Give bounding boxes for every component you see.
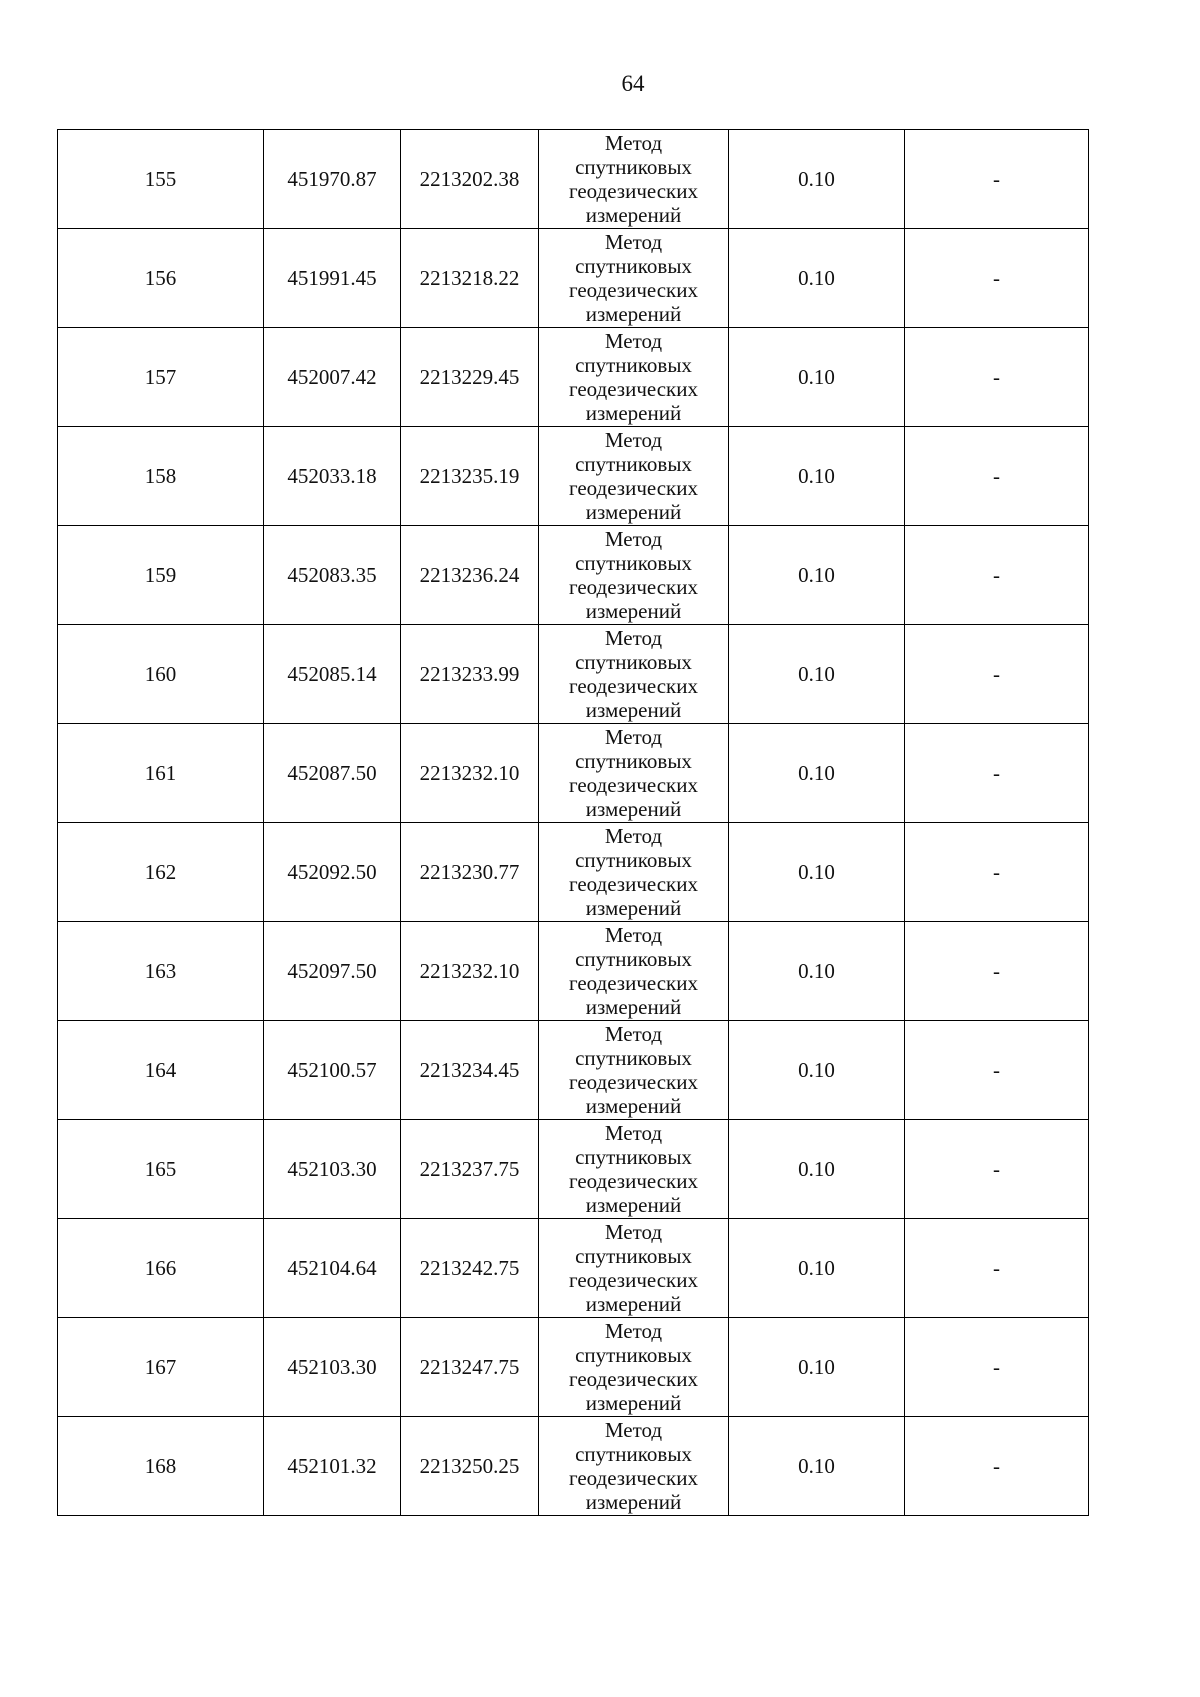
y-coordinate-text: 2213242.75 — [419, 1256, 520, 1280]
table-row — [58, 130, 1089, 229]
point-number-cell — [58, 625, 264, 724]
accuracy-text: 0.10 — [798, 1454, 835, 1478]
y-coordinate-cell — [401, 1417, 539, 1516]
table-row — [58, 625, 1089, 724]
method-cell — [539, 229, 729, 328]
point-number-text: 163 — [144, 959, 177, 983]
accuracy-cell — [729, 823, 905, 922]
accuracy-cell — [729, 427, 905, 526]
method-text: Метод спутниковых геодезических измерений — [568, 1220, 698, 1316]
y-coordinate-cell — [401, 229, 539, 328]
accuracy-text: 0.10 — [798, 860, 835, 884]
accuracy-cell — [729, 526, 905, 625]
point-number-text: 156 — [144, 266, 177, 290]
note-cell — [905, 229, 1089, 328]
y-coordinate-text: 2213230.77 — [419, 860, 520, 884]
point-number-text: 167 — [144, 1355, 177, 1379]
method-cell — [539, 130, 729, 229]
y-coordinate-text: 2213202.38 — [419, 167, 520, 191]
method-text: Метод спутниковых геодезических измерений — [568, 725, 698, 821]
accuracy-text: 0.10 — [798, 563, 835, 587]
accuracy-cell — [729, 1318, 905, 1417]
point-number-cell — [58, 724, 264, 823]
x-coordinate-cell — [264, 229, 401, 328]
accuracy-cell — [729, 1120, 905, 1219]
accuracy-text: 0.10 — [798, 662, 835, 686]
method-cell — [539, 1318, 729, 1417]
note-text: - — [993, 266, 1000, 290]
point-number-cell — [58, 130, 264, 229]
x-coordinate-cell — [264, 724, 401, 823]
table-row — [58, 328, 1089, 427]
x-coordinate-text: 452104.64 — [287, 1256, 377, 1280]
accuracy-cell — [729, 1417, 905, 1516]
note-cell — [905, 823, 1089, 922]
point-number-cell — [58, 1318, 264, 1417]
method-cell — [539, 1021, 729, 1120]
accuracy-cell — [729, 229, 905, 328]
method-cell — [539, 1120, 729, 1219]
accuracy-cell — [729, 130, 905, 229]
method-text: Метод спутниковых геодезических измерений — [568, 626, 698, 722]
y-coordinate-cell — [401, 1021, 539, 1120]
accuracy-cell — [729, 1219, 905, 1318]
y-coordinate-text: 2213237.75 — [419, 1157, 520, 1181]
point-number-cell — [58, 922, 264, 1021]
table-row — [58, 922, 1089, 1021]
y-coordinate-text: 2213250.25 — [419, 1454, 520, 1478]
x-coordinate-cell — [264, 922, 401, 1021]
note-cell — [905, 130, 1089, 229]
method-cell — [539, 328, 729, 427]
note-cell — [905, 1120, 1089, 1219]
note-cell — [905, 1417, 1089, 1516]
note-text: - — [993, 1355, 1000, 1379]
accuracy-cell — [729, 724, 905, 823]
method-text: Метод спутниковых геодезических измерений — [568, 230, 698, 326]
accuracy-text: 0.10 — [798, 266, 835, 290]
x-coordinate-text: 452103.30 — [287, 1355, 377, 1379]
y-coordinate-cell — [401, 427, 539, 526]
point-number-cell — [58, 1219, 264, 1318]
y-coordinate-text: 2213233.99 — [419, 662, 520, 686]
x-coordinate-cell — [264, 823, 401, 922]
table-row — [58, 1021, 1089, 1120]
x-coordinate-text: 452100.57 — [287, 1058, 377, 1082]
note-text: - — [993, 860, 1000, 884]
x-coordinate-cell — [264, 1417, 401, 1516]
method-cell — [539, 427, 729, 526]
table-row — [58, 1417, 1089, 1516]
x-coordinate-text: 452083.35 — [287, 563, 377, 587]
method-text: Метод спутниковых геодезических измерений — [568, 1418, 698, 1514]
y-coordinate-cell — [401, 1219, 539, 1318]
note-cell — [905, 526, 1089, 625]
method-text: Метод спутниковых геодезических измерений — [568, 1319, 698, 1415]
x-coordinate-cell — [264, 526, 401, 625]
y-coordinate-text: 2213218.22 — [419, 266, 520, 290]
x-coordinate-text: 452085.14 — [287, 662, 377, 686]
y-coordinate-cell — [401, 823, 539, 922]
x-coordinate-cell — [264, 1021, 401, 1120]
note-text: - — [993, 464, 1000, 488]
x-coordinate-text: 452092.50 — [287, 860, 377, 884]
note-text: - — [993, 1454, 1000, 1478]
x-coordinate-text: 452087.50 — [287, 761, 377, 785]
accuracy-text: 0.10 — [798, 1355, 835, 1379]
y-coordinate-text: 2213234.45 — [419, 1058, 520, 1082]
table-body — [58, 130, 1089, 1516]
method-cell — [539, 922, 729, 1021]
coordinates-table — [57, 129, 1089, 1516]
point-number-cell — [58, 1021, 264, 1120]
method-text: Метод спутниковых геодезических измерений — [568, 1121, 698, 1217]
point-number-cell — [58, 526, 264, 625]
method-text: Метод спутниковых геодезических измерений — [568, 923, 698, 1019]
accuracy-cell — [729, 328, 905, 427]
note-cell — [905, 328, 1089, 427]
x-coordinate-text: 452007.42 — [287, 365, 377, 389]
accuracy-text: 0.10 — [798, 761, 835, 785]
y-coordinate-text: 2213235.19 — [419, 464, 520, 488]
note-cell — [905, 625, 1089, 724]
accuracy-text: 0.10 — [798, 464, 835, 488]
note-text: - — [993, 167, 1000, 191]
y-coordinate-cell — [401, 130, 539, 229]
y-coordinate-cell — [401, 1120, 539, 1219]
x-coordinate-cell — [264, 1120, 401, 1219]
x-coordinate-text: 451991.45 — [287, 266, 377, 290]
point-number-cell — [58, 427, 264, 526]
method-text: Метод спутниковых геодезических измерений — [568, 824, 698, 920]
accuracy-text: 0.10 — [798, 959, 835, 983]
method-cell — [539, 1417, 729, 1516]
x-coordinate-text: 451970.87 — [287, 167, 377, 191]
accuracy-cell — [729, 625, 905, 724]
note-cell — [905, 1318, 1089, 1417]
table-row — [58, 1219, 1089, 1318]
note-text: - — [993, 1157, 1000, 1181]
accuracy-text: 0.10 — [798, 365, 835, 389]
x-coordinate-text: 452033.18 — [287, 464, 377, 488]
method-cell — [539, 526, 729, 625]
y-coordinate-cell — [401, 625, 539, 724]
page-number: 64 — [621, 71, 645, 96]
y-coordinate-text: 2213236.24 — [419, 563, 520, 587]
note-text: - — [993, 365, 1000, 389]
x-coordinate-text: 452103.30 — [287, 1157, 377, 1181]
note-text: - — [993, 563, 1000, 587]
y-coordinate-cell — [401, 1318, 539, 1417]
method-cell — [539, 724, 729, 823]
x-coordinate-cell — [264, 1219, 401, 1318]
note-cell — [905, 724, 1089, 823]
table-row — [58, 427, 1089, 526]
method-text: Метод спутниковых геодезических измерений — [568, 131, 698, 227]
accuracy-cell — [729, 922, 905, 1021]
note-cell — [905, 1021, 1089, 1120]
point-number-text: 159 — [144, 563, 177, 587]
point-number-cell — [58, 229, 264, 328]
table-row — [58, 724, 1089, 823]
y-coordinate-cell — [401, 922, 539, 1021]
point-number-cell — [58, 1120, 264, 1219]
accuracy-text: 0.10 — [798, 1157, 835, 1181]
x-coordinate-text: 452097.50 — [287, 959, 377, 983]
method-text: Метод спутниковых геодезических измерений — [568, 527, 698, 623]
note-cell — [905, 427, 1089, 526]
accuracy-text: 0.10 — [798, 1256, 835, 1280]
table-row — [58, 823, 1089, 922]
y-coordinate-cell — [401, 328, 539, 427]
method-text: Метод спутниковых геодезических измерений — [568, 329, 698, 425]
point-number-text: 161 — [144, 761, 177, 785]
y-coordinate-cell — [401, 526, 539, 625]
point-number-text: 162 — [144, 860, 177, 884]
y-coordinate-text: 2213247.75 — [419, 1355, 520, 1379]
point-number-text: 158 — [144, 464, 177, 488]
method-cell — [539, 1219, 729, 1318]
method-text: Метод спутниковых геодезических измерений — [568, 1022, 698, 1118]
note-cell — [905, 1219, 1089, 1318]
x-coordinate-cell — [264, 130, 401, 229]
point-number-cell — [58, 823, 264, 922]
point-number-text: 157 — [144, 365, 177, 389]
point-number-cell — [58, 1417, 264, 1516]
method-text: Метод спутниковых геодезических измерений — [568, 428, 698, 524]
point-number-cell — [58, 328, 264, 427]
y-coordinate-text: 2213232.10 — [419, 761, 520, 785]
point-number-text: 165 — [144, 1157, 177, 1181]
note-text: - — [993, 1256, 1000, 1280]
point-number-text: 160 — [144, 662, 177, 686]
accuracy-cell — [729, 1021, 905, 1120]
x-coordinate-cell — [264, 625, 401, 724]
table-row — [58, 526, 1089, 625]
note-text: - — [993, 761, 1000, 785]
method-cell — [539, 625, 729, 724]
point-number-text: 155 — [144, 167, 177, 191]
accuracy-text: 0.10 — [798, 167, 835, 191]
note-text: - — [993, 959, 1000, 983]
note-text: - — [993, 662, 1000, 686]
y-coordinate-cell — [401, 724, 539, 823]
point-number-text: 166 — [144, 1256, 177, 1280]
point-number-text: 168 — [144, 1454, 177, 1478]
accuracy-text: 0.10 — [798, 1058, 835, 1082]
y-coordinate-text: 2213229.45 — [419, 365, 520, 389]
note-text: - — [993, 1058, 1000, 1082]
table-row — [58, 229, 1089, 328]
y-coordinate-text: 2213232.10 — [419, 959, 520, 983]
x-coordinate-cell — [264, 1318, 401, 1417]
point-number-text: 164 — [144, 1058, 177, 1082]
x-coordinate-cell — [264, 328, 401, 427]
note-cell — [905, 922, 1089, 1021]
x-coordinate-cell — [264, 427, 401, 526]
table-row — [58, 1120, 1089, 1219]
table-row — [58, 1318, 1089, 1417]
x-coordinate-text: 452101.32 — [287, 1454, 377, 1478]
method-cell — [539, 823, 729, 922]
